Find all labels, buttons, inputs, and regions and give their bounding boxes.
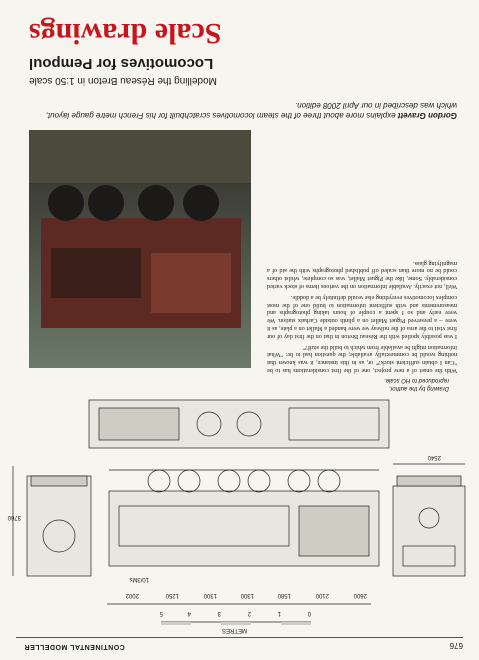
magazine-name: CONTINENTAL MODELLER <box>24 643 125 650</box>
dimension-row <box>107 576 371 604</box>
section-heading: Scale drawings <box>29 17 222 50</box>
article-body <box>267 256 457 374</box>
dimension-value: 1300 <box>203 592 217 598</box>
locomotive-photo <box>29 130 251 368</box>
dimension-note: 10/3Ms <box>129 576 149 582</box>
scale-tick: 5 <box>159 610 163 616</box>
intro-text: explains more about three of the steam locomotives scratchbuilt for his French metre gauge layout, which was described in our April 2008 edition. <box>45 101 457 120</box>
dimension-value: 2100 <box>315 592 329 598</box>
page-header <box>0 634 479 660</box>
drawing-caption <box>299 376 449 392</box>
scale-tick: 1 <box>277 610 281 616</box>
photo-illustration <box>29 130 251 368</box>
dimension-value: 3760 <box>7 514 21 520</box>
body-paragraph: Well, not exactly. Available information on the various items of stock varied considerably. Some, like the Piguet Mallet, was so complete, whilst others could be no more than scaled off published photographs with the aid of a magnifying glass. <box>267 259 457 291</box>
side-elevation <box>109 470 379 566</box>
dimension-value: 2002 <box>125 592 139 598</box>
dimension-value: 2600 <box>353 592 367 598</box>
caption-line: reproduced to HO scale. <box>383 377 449 383</box>
article-subtitle: Modelling the Réseau Breton in 1:50 scale <box>29 75 217 86</box>
author-name: Gordon Gravett <box>397 111 457 120</box>
scale-label: METRES <box>221 627 247 633</box>
plan-view <box>89 400 389 448</box>
header-rule <box>16 637 463 638</box>
scale-bar <box>159 610 311 633</box>
scale-tick: 0 <box>307 610 311 616</box>
body-paragraph: I was possibly spoiled with the Réseau Breton in that on the first day of our first visit to the area of the railway we were handed a Mallet on a plate, as it were – a preserved Piguet Mallet on a plinth outside Carhaix station. We were early and so I spent a couple of hours taking photographs and measurements and with sufficient information to build one of the most complex locomotives everything else would definitely be a doddle. <box>267 293 457 340</box>
dimension-value: 1580 <box>277 592 291 598</box>
body-paragraph: With the onset of a new project, one of the first considerations has to be "Can I obtain sufficient stock?" or, as in this instance, it was known that nothing would be commercially available; the question had to be: "What information might be available from which to build the stuff?" <box>267 343 457 374</box>
caption-line: Drawing by the author, <box>388 385 449 391</box>
dimension-value: 1300 <box>240 592 254 598</box>
scale-tick: 3 <box>217 610 221 616</box>
scale-tick: 4 <box>187 610 191 616</box>
article-intro <box>37 100 457 120</box>
end-view-front <box>7 466 91 576</box>
article-title: Locomotives for Pempoul <box>29 55 214 72</box>
scale-tick: 2 <box>247 610 251 616</box>
dimension-value: 2540 <box>427 454 441 460</box>
page-number: 676 <box>449 641 463 650</box>
dimension-value: 1250 <box>165 592 179 598</box>
end-view-rear <box>393 454 465 576</box>
locomotive-drawing <box>0 386 479 636</box>
